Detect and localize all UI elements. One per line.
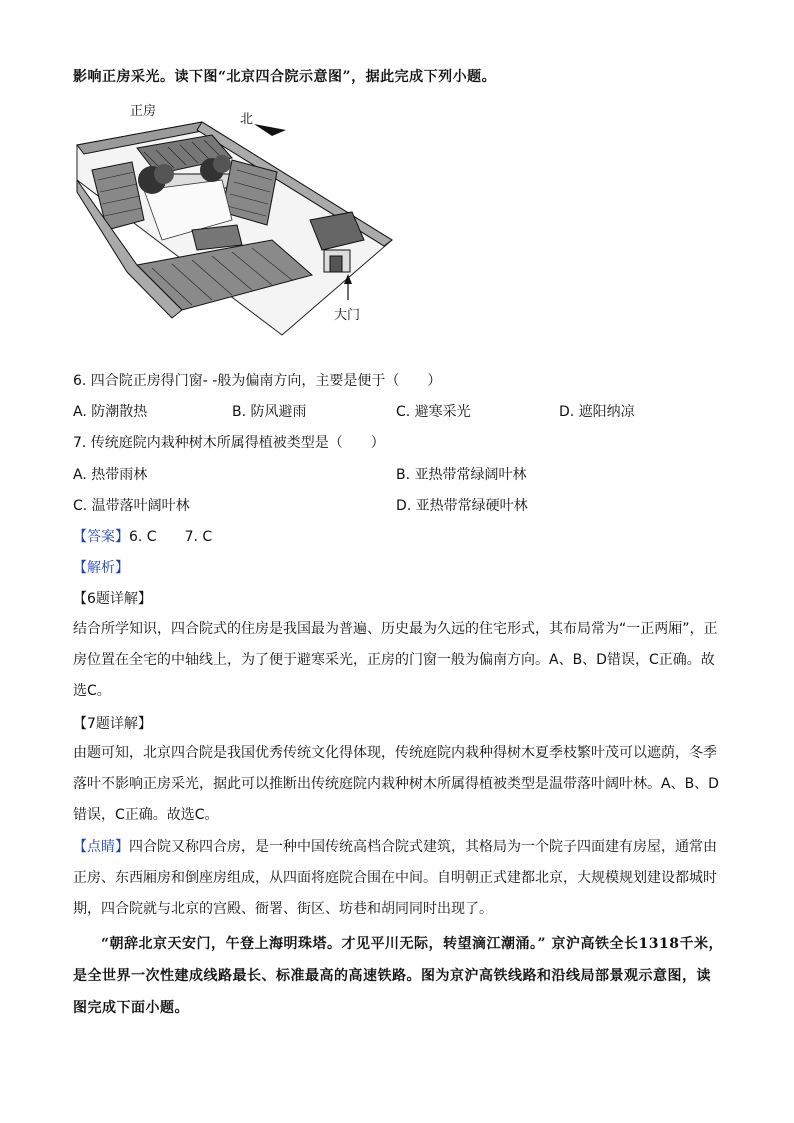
comment-block xyxy=(73,832,723,925)
answer-line xyxy=(73,526,212,546)
detail7-tag: 【7题详解】 xyxy=(73,716,152,732)
q6-option-c: C. 避寒采光 xyxy=(396,404,471,420)
detail6-text: 结合所学知识，四合院式的住房是我国最为普遍、历史最为久远的住宅形式，其布局常为“一正两厢”，正房位置在全宅的中轴线上，为了便于避寒采光，正房的门窗一般为偏南方向。A、B、D错误，C正确。故选C。 xyxy=(73,621,718,699)
label-gate: 大门 xyxy=(334,308,361,323)
q6-stem: 6. 四合院正房得门窗- -般为偏南方向，主要是便于（ ） xyxy=(73,373,442,389)
q6-option-a: A. 防潮散热 xyxy=(73,404,148,420)
detail6-tag: 【6题详解】 xyxy=(73,591,152,607)
q7-option-b: B. 亚热带常绿阔叶林 xyxy=(396,467,527,483)
analysis-tag: 【解析】 xyxy=(73,560,129,576)
comment-text: 四合院又称四合房，是一种中国传统高档合院式建筑，其格局为一个院子四面建有房屋，通常由正房、东西厢房和倒座房组成，从四面将庭院合围在中间。自明朝正式建都北京，大规模规划建设都城时期，四合院就与北京的宫殿、衙署、街区、坊巷和胡同同时出现了。 xyxy=(73,839,717,917)
intro-line: 影响正房采光。读下图“北京四合院示意图”，据此完成下列小题。 xyxy=(73,69,497,85)
q6-option-b: B. 防风避雨 xyxy=(232,404,307,420)
q7-option-c: C. 温带落叶阔叶林 xyxy=(73,498,190,514)
answer-text: 6. C 7. C xyxy=(129,529,213,545)
comment-tag: 【点睛】 xyxy=(73,839,129,855)
q7-stem: 7. 传统庭院内栽种树木所属得植被类型是（ ） xyxy=(73,435,385,451)
label-zhengfang: 正房 xyxy=(130,104,157,119)
next-intro: “朝辞北京天安门，午登上海明珠塔。才见平川无际，转望滴江潮涌。” 京沪高铁全长1318千米，是全世界一次性建成线路最长、标准最高的高速铁路。图为京沪高铁线路和沿线局部景观示意图，读图完成下面小题。 xyxy=(73,936,723,1016)
siheyuan-figure xyxy=(72,100,402,360)
label-north: 北 xyxy=(240,112,254,127)
detail7-text: 由题可知，北京四合院是我国优秀传统文化得体现，传统庭院内栽种得树木夏季枝繁叶茂可以遮荫，冬季落叶不影响正房采光，据此可以推断出传统庭院内栽种树木所属得植被类型是温带落叶阔叶林。A、B、D错误，C正确。故选C。 xyxy=(73,745,719,823)
q7-option-a: A. 热带雨林 xyxy=(73,467,148,483)
answer-tag: 【答案】 xyxy=(73,529,129,545)
q6-option-d: D. 遮阳纳凉 xyxy=(559,404,635,420)
q7-option-d: D. 亚热带常绿硬叶林 xyxy=(396,498,528,514)
